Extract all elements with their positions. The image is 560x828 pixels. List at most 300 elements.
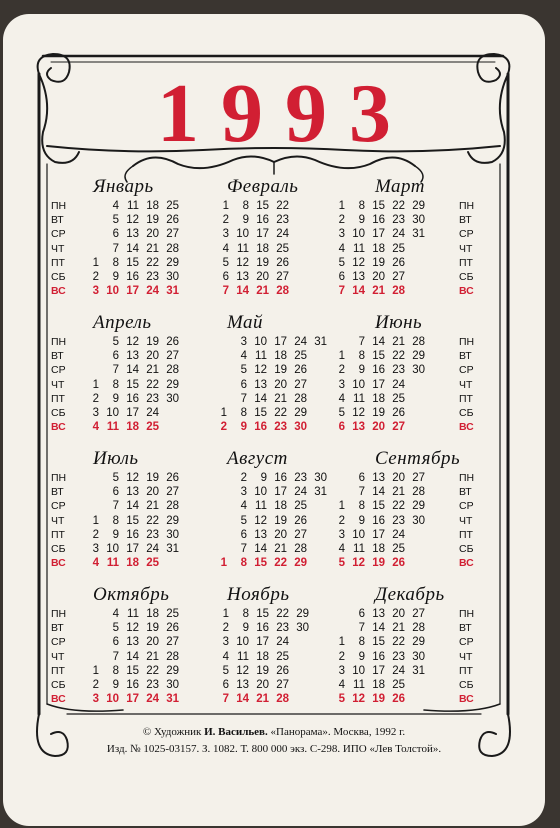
day-number: 12 [126,622,139,635]
day-number: 17 [372,378,385,391]
day-number: 10 [106,407,119,419]
day-number: 1 [220,407,227,419]
day-number: 13 [126,228,139,241]
day-number: 13 [126,636,139,649]
day-number: 1 [338,636,345,649]
day-number: 18 [372,242,385,255]
weekday-label: СР [51,364,66,377]
day-number: 13 [126,350,139,363]
day-number: 11 [353,242,365,255]
weekday-label: ПТ [459,256,473,269]
day-number: 4 [338,392,345,405]
day-number: 1 [92,664,99,677]
day-number: 9 [358,514,365,527]
day-number: 30 [166,392,179,405]
day-number: 8 [242,608,249,620]
day-number: 20 [392,472,405,484]
day-number: 14 [352,285,365,298]
day-number: 24 [392,378,405,391]
weekday-label: СБ [51,679,66,691]
weekday-label: СР [51,636,66,649]
day-number: 5 [112,472,119,484]
day-number: 27 [392,271,405,283]
day-number: 25 [392,679,405,691]
day-number: 9 [358,650,365,663]
day-number: 11 [255,500,267,513]
weekday-label: ЧТ [51,650,65,663]
day-number: 13 [254,528,267,541]
day-number: 11 [127,200,139,212]
day-number: 19 [146,214,159,227]
day-number: 6 [112,350,119,363]
day-number: 3 [240,336,247,348]
day-number: 13 [352,271,365,283]
day-number: 5 [222,256,229,269]
day-number: 15 [372,350,385,363]
month-name: Декабрь [375,584,445,605]
weekday-label: СР [459,636,474,649]
day-number: 5 [112,214,119,227]
day-number: 19 [146,622,159,635]
day-number: 11 [353,679,365,691]
day-number: 6 [240,528,247,541]
day-number: 2 [240,472,247,484]
day-number: 29 [166,664,179,677]
day-number: 28 [166,650,179,663]
day-number: 10 [106,693,119,706]
day-number: 8 [112,378,119,391]
day-number: 5 [338,407,345,419]
day-number: 16 [372,364,385,377]
day-number: 6 [240,378,247,391]
day-number: 29 [412,636,425,649]
weekday-label: ПН [51,200,67,212]
day-number: 27 [294,528,307,541]
day-number: 7 [222,285,229,298]
day-number: 25 [146,421,159,434]
day-number: 15 [254,407,267,419]
day-number: 28 [166,242,179,255]
day-number: 21 [146,500,159,513]
weekday-label: ПТ [51,528,65,541]
weekday-label: ВТ [459,214,472,227]
day-number: 31 [412,664,425,677]
day-number: 30 [294,421,307,434]
day-number: 29 [166,378,179,391]
day-number: 14 [372,622,385,635]
day-number: 1 [92,514,99,527]
day-number: 26 [166,336,179,348]
day-number: 19 [372,557,385,570]
day-number: 31 [166,543,179,555]
day-number: 30 [314,472,327,484]
day-number: 13 [372,472,385,484]
weekday-label: ВТ [459,486,472,499]
day-number: 20 [392,608,405,620]
day-number: 5 [112,622,119,635]
day-number: 27 [412,608,425,620]
month-name: Август [227,448,288,469]
day-number: 15 [126,664,139,677]
day-number: 18 [274,350,287,363]
day-number: 4 [240,500,247,513]
day-number: 3 [338,228,345,241]
footer-credit [3,726,545,738]
day-number: 17 [372,528,385,541]
day-number: 15 [372,200,385,212]
weekday-label: ПН [51,608,67,620]
day-number: 17 [126,285,139,298]
weekday-label: ПН [459,336,475,348]
day-number: 23 [294,472,307,484]
day-number: 31 [166,693,179,706]
day-number: 10 [236,636,249,649]
day-number: 6 [338,421,345,434]
day-number: 16 [254,421,267,434]
weekday-label: СБ [459,543,474,555]
day-number: 10 [236,228,249,241]
day-number: 1 [222,200,229,212]
day-number: 12 [352,256,365,269]
day-number: 19 [256,256,269,269]
day-number: 24 [294,336,307,348]
day-number: 15 [254,557,267,570]
day-number: 1 [338,500,345,513]
day-number: 19 [372,256,385,269]
day-number: 26 [166,622,179,635]
day-number: 2 [92,528,99,541]
day-number: 29 [294,407,307,419]
day-number: 4 [92,421,99,434]
day-number: 15 [126,256,139,269]
day-number: 26 [166,214,179,227]
day-number: 27 [294,378,307,391]
weekday-label: ВТ [459,350,472,363]
day-number: 12 [254,514,267,527]
weekday-label: ВС [459,693,474,706]
day-number: 19 [256,664,269,677]
day-number: 12 [352,693,365,706]
day-number: 14 [126,650,139,663]
day-number: 18 [126,557,139,570]
day-number: 1 [220,557,227,570]
day-number: 4 [222,650,229,663]
day-number: 19 [146,336,159,348]
day-number: 27 [412,472,425,484]
day-number: 6 [112,486,119,499]
day-number: 19 [274,364,287,377]
day-number: 8 [240,557,247,570]
day-number: 8 [358,350,365,363]
day-number: 5 [112,336,119,348]
day-number: 7 [112,242,119,255]
day-number: 23 [392,514,405,527]
weekday-label: ПТ [51,392,65,405]
day-number: 18 [372,679,385,691]
year-heading: 1993 [157,67,413,160]
day-number: 17 [126,407,139,419]
day-number: 25 [276,650,289,663]
day-number: 14 [254,392,267,405]
day-number: 29 [294,557,307,570]
day-number: 6 [222,679,229,691]
day-number: 12 [236,256,249,269]
weekday-label: ЧТ [51,378,65,391]
day-number: 8 [242,200,249,212]
day-number: 6 [222,271,229,283]
day-number: 24 [146,543,159,555]
day-number: 24 [146,407,159,419]
day-number: 16 [372,650,385,663]
day-number: 26 [392,557,405,570]
day-number: 2 [92,271,99,283]
weekday-label: ПН [459,608,475,620]
day-number: 22 [274,407,287,419]
weekday-label: ВС [51,421,66,434]
day-number: 18 [256,650,269,663]
day-number: 23 [146,679,159,691]
footer-publication: Изд. № 1025-03157. З. 1082. Т. 800 000 экз. С-298. ИПО «Лев Толстой». [106,743,442,755]
day-number: 20 [256,679,269,691]
day-number: 20 [274,378,287,391]
weekday-label: СБ [51,407,66,419]
day-number: 24 [146,285,159,298]
day-number: 17 [274,336,287,348]
weekday-label: ПН [51,472,67,484]
day-number: 10 [352,664,365,677]
day-number: 23 [276,622,289,635]
day-number: 3 [92,285,99,298]
day-number: 17 [126,543,139,555]
day-number: 6 [338,271,345,283]
weekday-label: ПТ [459,528,473,541]
day-number: 11 [237,650,249,663]
day-number: 25 [166,200,179,212]
day-number: 5 [338,693,345,706]
day-number: 9 [112,679,119,691]
day-number: 21 [392,622,405,635]
day-number: 26 [276,256,289,269]
day-number: 27 [166,486,179,499]
month-name: Март [375,176,426,197]
day-number: 1 [338,350,345,363]
footer-credit-suffix: «Панорама». Москва, 1992 г. [267,726,406,738]
day-number: 11 [106,421,119,434]
day-number: 7 [358,622,365,635]
day-number: 12 [352,557,365,570]
day-number: 7 [112,364,119,377]
day-number: 18 [274,500,287,513]
day-number: 8 [112,664,119,677]
day-number: 28 [412,622,425,635]
day-number: 18 [372,543,385,555]
day-number: 27 [166,228,179,241]
day-number: 30 [412,214,425,227]
day-number: 12 [126,472,139,484]
day-number: 27 [392,421,405,434]
day-number: 28 [276,285,289,298]
day-number: 22 [146,664,159,677]
day-number: 29 [412,500,425,513]
day-number: 16 [126,271,139,283]
weekday-label: ПН [459,472,475,484]
day-number: 31 [412,228,425,241]
day-number: 10 [352,378,365,391]
weekday-label: ВС [51,285,66,298]
day-number: 2 [92,679,99,691]
month-name: Май [227,312,264,333]
day-number: 17 [126,693,139,706]
day-number: 24 [392,528,405,541]
day-number: 16 [372,514,385,527]
day-number: 22 [146,378,159,391]
day-number: 14 [372,336,385,348]
day-number: 17 [256,636,269,649]
weekday-label: ЧТ [459,242,473,255]
day-number: 20 [146,228,159,241]
month-name: Ноябрь [227,584,290,605]
day-number: 28 [276,693,289,706]
day-number: 7 [240,392,247,405]
footer-artist: И. Васильев. [204,726,268,738]
day-number: 7 [112,500,119,513]
day-number: 22 [392,636,405,649]
weekday-label: ВС [51,693,66,706]
day-number: 11 [237,242,249,255]
day-number: 20 [146,636,159,649]
day-number: 25 [294,500,307,513]
day-number: 25 [392,242,405,255]
day-number: 6 [358,472,365,484]
day-number: 2 [338,214,345,227]
weekday-label: СР [459,364,474,377]
day-number: 4 [112,608,119,620]
day-number: 19 [274,514,287,527]
day-number: 6 [112,228,119,241]
day-number: 11 [255,350,267,363]
day-number: 10 [352,528,365,541]
day-number: 7 [240,543,247,555]
day-number: 16 [126,392,139,405]
day-number: 22 [392,350,405,363]
day-number: 21 [392,486,405,499]
day-number: 7 [112,650,119,663]
footer-credit-prefix: © Художник [142,726,205,738]
day-number: 1 [222,608,229,620]
day-number: 11 [106,557,119,570]
day-number: 2 [338,364,345,377]
day-number: 15 [256,608,269,620]
day-number: 1 [338,200,345,212]
day-number: 20 [146,486,159,499]
day-number: 29 [166,514,179,527]
day-number: 15 [372,500,385,513]
month-name: Июль [93,448,139,469]
weekday-label: ВТ [51,214,64,227]
day-number: 17 [372,664,385,677]
day-number: 5 [240,364,247,377]
day-number: 24 [392,228,405,241]
day-number: 27 [276,679,289,691]
day-number: 4 [338,242,345,255]
day-number: 7 [358,336,365,348]
month-name: Октябрь [93,584,170,605]
day-number: 13 [254,378,267,391]
day-number: 30 [166,679,179,691]
day-number: 10 [254,486,267,499]
day-number: 14 [126,242,139,255]
day-number: 23 [274,421,287,434]
day-number: 9 [112,271,119,283]
day-number: 26 [294,514,307,527]
day-number: 10 [106,543,119,555]
day-number: 21 [146,364,159,377]
weekday-label: СБ [459,407,474,419]
day-number: 6 [358,608,365,620]
day-number: 20 [372,271,385,283]
day-number: 22 [146,256,159,269]
day-number: 8 [358,200,365,212]
day-number: 4 [112,200,119,212]
day-number: 18 [146,200,159,212]
day-number: 3 [222,636,229,649]
day-number: 23 [146,271,159,283]
day-number: 11 [353,543,365,555]
weekday-label: ВС [51,557,66,570]
day-number: 21 [256,693,269,706]
day-number: 18 [146,608,159,620]
day-number: 15 [126,378,139,391]
day-number: 4 [338,679,345,691]
day-number: 19 [146,472,159,484]
day-number: 31 [314,486,327,499]
day-number: 21 [392,336,405,348]
day-number: 8 [358,500,365,513]
day-number: 17 [274,486,287,499]
day-number: 26 [392,256,405,269]
day-number: 31 [166,285,179,298]
day-number: 22 [146,514,159,527]
day-number: 25 [294,350,307,363]
day-number: 24 [392,664,405,677]
calendar-card [3,14,545,826]
day-number: 11 [353,392,365,405]
day-number: 14 [236,693,249,706]
day-number: 29 [412,200,425,212]
day-number: 12 [126,214,139,227]
weekday-label: СБ [51,543,66,555]
day-number: 28 [294,392,307,405]
day-number: 3 [338,664,345,677]
day-number: 13 [372,608,385,620]
day-number: 23 [146,528,159,541]
day-number: 14 [126,500,139,513]
day-number: 12 [236,664,249,677]
day-number: 2 [92,392,99,405]
day-number: 20 [274,528,287,541]
day-number: 8 [358,636,365,649]
day-number: 9 [358,364,365,377]
day-number: 30 [166,528,179,541]
day-number: 9 [112,528,119,541]
day-number: 8 [112,256,119,269]
day-number: 28 [392,285,405,298]
day-number: 8 [112,514,119,527]
month-name: Сентябрь [375,448,461,469]
day-number: 2 [338,514,345,527]
day-number: 17 [256,228,269,241]
day-number: 5 [338,557,345,570]
